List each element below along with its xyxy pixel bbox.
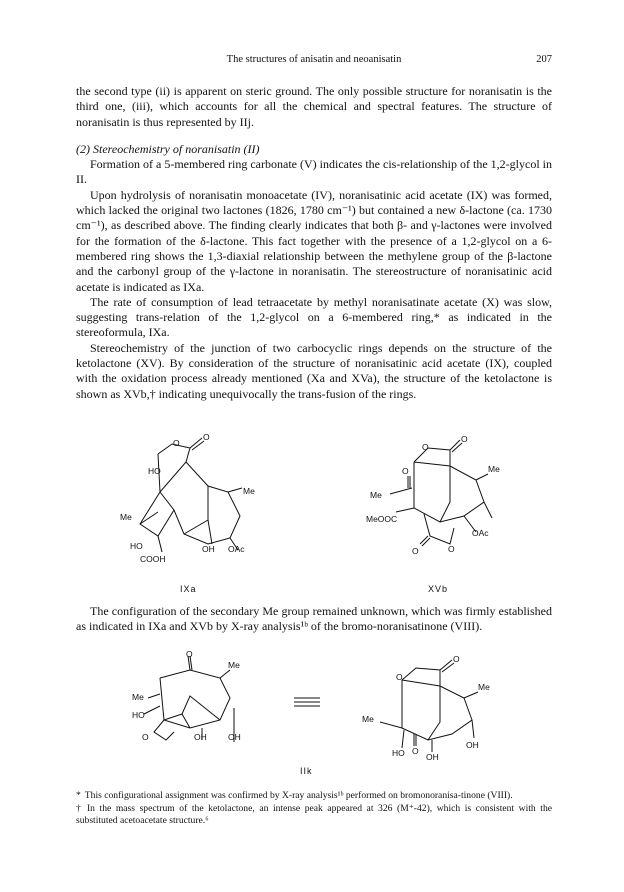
paragraph-6: The configuration of the secondary Me group remained unknown, which was firmly established as indicated in IXa and XVb by X-ray analysis¹ᵇ of the bromo-noranisatinone (VIII). — [76, 604, 552, 634]
running-header — [76, 54, 552, 70]
iik-right-me-left: Me — [362, 714, 374, 724]
ixa-oh: OH — [202, 544, 215, 554]
paragraph-1: the second type (ii) is apparent on steric ground. The only possible structure for noranisatin is the third one, (iii), which accounts for all the chemical and spectral features. The structure of noranisatin is thus represented by IIj. — [76, 84, 552, 129]
paragraph-5: Stereochemistry of the junction of two carbocyclic rings depends on the structure of the ketolactone (XV). By consideration of the structure of noranisatinic acid acetate (IX), coupled with the oxidation process already mentioned (Xa and XVa), the structure of the ketolactone is shown as XVb,† indicating unequivocally the trans-fusion of the rings. — [76, 340, 552, 401]
iik-right-ho: HO — [392, 748, 405, 758]
ixa-me-right: Me — [243, 486, 255, 496]
xvb-oac: OAc — [472, 528, 489, 538]
structure-xvb-drawing — [352, 432, 532, 572]
body-text-bottom — [76, 604, 552, 635]
xvb-me-right: Me — [488, 464, 500, 474]
iik-right-o-bottom: O — [412, 746, 419, 756]
iik-left-ho: HO — [132, 710, 145, 720]
iik-right-oh-bottom: OH — [426, 752, 439, 760]
structure-iik-left — [130, 648, 280, 748]
xvb-o-ketone: O — [402, 466, 409, 476]
xvb-o-ring: O — [422, 442, 429, 452]
page-number: 207 — [536, 54, 552, 65]
footnotes — [76, 790, 552, 829]
xvb-o-carbonyl: O — [461, 434, 468, 444]
caption-iik: IIk — [300, 766, 313, 776]
footnote-1: * This configurational assignment was confirmed by X-ray analysis¹ᵇ performed on bromonoranisa-tinone (VIII). — [76, 790, 513, 801]
caption-xvb: XVb — [428, 584, 449, 594]
structure-iik-left-drawing — [130, 648, 280, 748]
section-heading: (2) Stereochemistry of noranisatin (II) — [76, 141, 260, 156]
structure-iik-right — [340, 650, 520, 760]
structure-iik-right-drawing — [340, 650, 520, 760]
iik-left-oh-1: OH — [194, 732, 207, 742]
ixa-o-ring: O — [173, 438, 180, 448]
paragraph-2: Formation of a 5-membered ring carbonate (V) indicates the cis-relationship of the 1,2-glycol in II. — [76, 157, 552, 187]
ixa-me-left: Me — [120, 512, 132, 522]
iik-right-oh-right: OH — [466, 740, 479, 750]
running-title: The structures of anisatin and neoanisatin — [226, 54, 402, 65]
iik-right-o-ring: O — [396, 672, 403, 682]
ixa-cooh: COOH — [140, 554, 166, 564]
iik-left-me-left: Me — [132, 692, 144, 702]
iik-left-me-top: Me — [228, 660, 240, 670]
structure-ixa — [110, 432, 280, 572]
structure-ixa-drawing — [110, 432, 280, 572]
body-text-top — [76, 84, 552, 402]
ixa-o-carbonyl: O — [203, 432, 210, 442]
iik-left-oh-2: OH — [228, 732, 241, 742]
ixa-ho-bottom: HO — [130, 541, 143, 551]
iik-right-me-right: Me — [478, 682, 490, 692]
structure-xvb — [352, 432, 532, 572]
footnote-2: † In the mass spectrum of the ketolactone, an intense peak appeared at 326 (M⁺-42), which is consistent with the substituted acetoacetate structure.⁶ — [76, 803, 553, 827]
ixa-oac: OAc — [228, 544, 245, 554]
iik-right-o-carbonyl: O — [453, 654, 460, 664]
iik-left-o-ring: O — [142, 732, 149, 742]
iik-left-o-top: O — [186, 649, 193, 659]
xvb-me-left: Me — [370, 490, 382, 500]
paragraph-4: The rate of consumption of lead tetraacetate by methyl noranisatinate acetate (X) was slow, suggesting trans-relation of the 1,2-glycol on a 6-membered ring,* as indicated in the stereoformula, IXa. — [76, 294, 552, 340]
xvb-o-lactone-1: O — [412, 546, 419, 556]
xvb-meooc: MeOOC — [366, 514, 398, 524]
caption-ixa: IXa — [180, 584, 197, 594]
xvb-o-lactone-2: O — [448, 544, 455, 554]
equivalence-sign — [292, 696, 322, 708]
paragraph-3: Upon hydrolysis of noranisatin monoacetate (IV), noranisatinic acid acetate (IX) was formed, which lacked the original two lactones (1826, 1780 cm⁻¹) but contained a new δ-lactone (ca. 1730 cm⁻¹), as described above. The finding clearly indicates that both β- and γ-lactones were involved for the formation of the δ-lactone. This fact together with the presence of a 1,2-glycol on a 6-membered ring shows the 1,3-diaxial relationship between the methylene group of the β-lactone and the carbonyl group of the γ-lactone in noranisatin. The stereostructure of noranisatinic acid acetate is indicated as IXa. — [76, 187, 552, 294]
ixa-ho-top: HO — [148, 466, 161, 476]
